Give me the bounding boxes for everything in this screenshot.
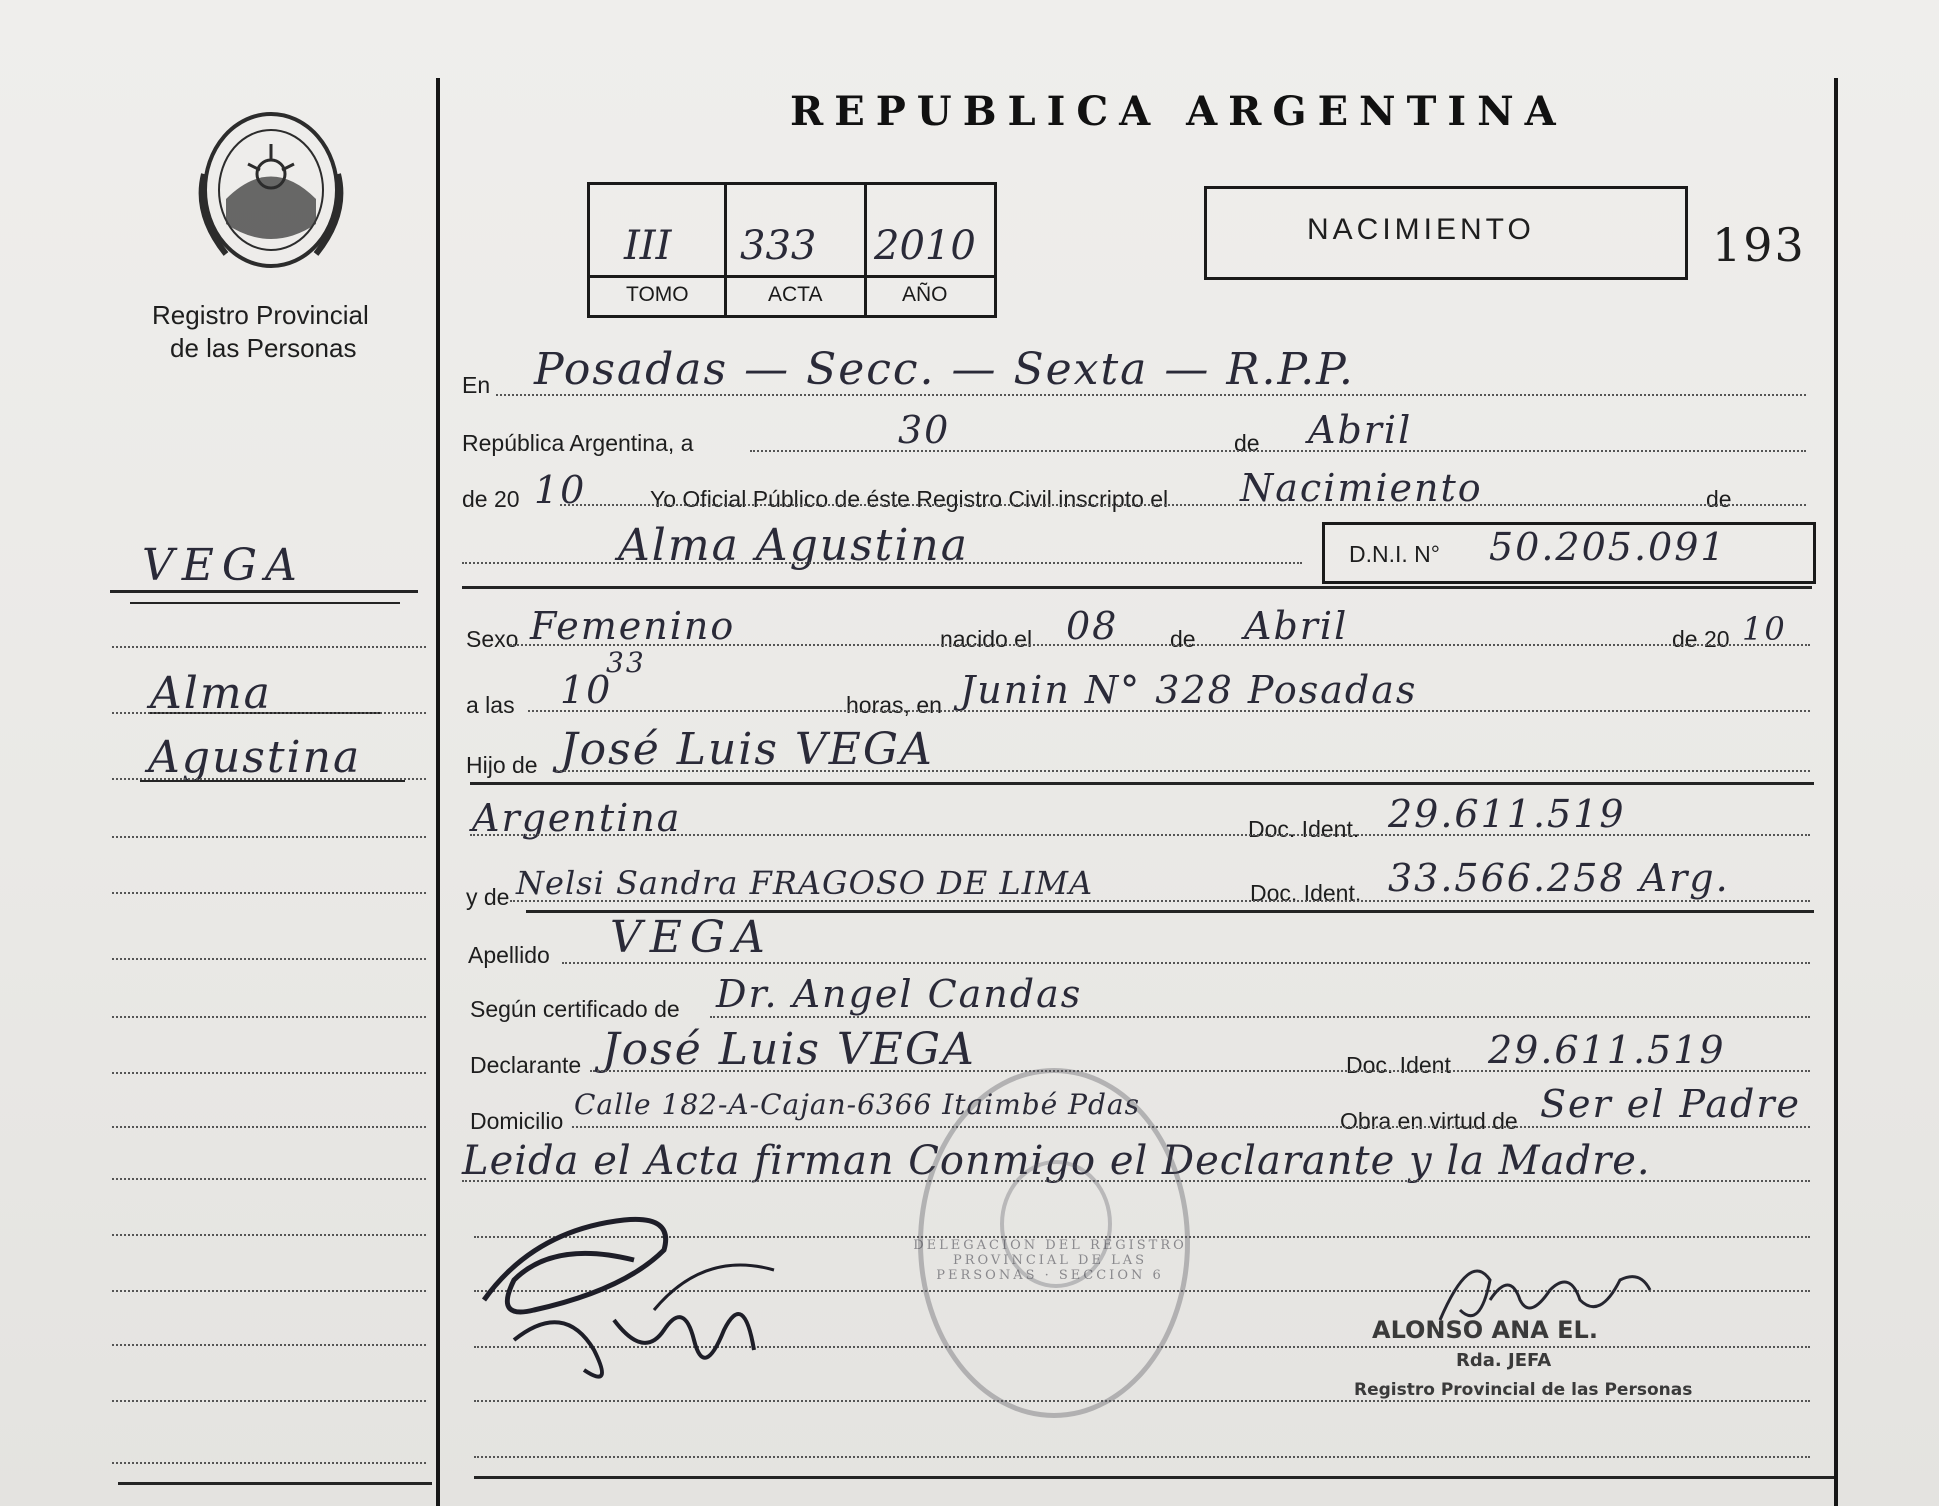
margin-dotline-1 xyxy=(112,646,426,648)
margin-dotline-9 xyxy=(112,1126,426,1128)
margin-dotline-7 xyxy=(112,1016,426,1018)
margin-dotline-13 xyxy=(112,1344,426,1346)
row3-line xyxy=(560,504,1806,506)
margin-dotline-12 xyxy=(112,1290,426,1292)
birth-place: Junin N° 328 Posadas xyxy=(960,668,1418,712)
declarant-signature xyxy=(474,1190,814,1390)
father-nationality: Argentina xyxy=(472,796,682,840)
certificado-line xyxy=(710,1016,1810,1018)
margin-dotline-10 xyxy=(112,1178,426,1180)
sexo-line xyxy=(510,644,1810,646)
official-office-stamp: Registro Provincial de las Personas xyxy=(1354,1380,1693,1400)
declarante-value: José Luis VEGA xyxy=(602,1024,976,1075)
minute-value: 33 xyxy=(606,646,646,679)
margin-dotline-6 xyxy=(112,958,426,960)
margin-dotline-2 xyxy=(112,712,426,714)
certificado-label: Según certificado de xyxy=(470,996,680,1022)
a-las-line xyxy=(528,710,1810,712)
margin-name-underline-2 xyxy=(140,780,405,782)
domicilio-value: Calle 182-A-Cajan-6366 Itaimbé Pdas xyxy=(574,1088,1140,1121)
apellido-line xyxy=(562,962,1810,964)
margin-dotline-4 xyxy=(112,836,426,838)
inscription-value: Nacimiento xyxy=(1240,466,1483,510)
margin-dotline-8 xyxy=(112,1072,426,1074)
page-number: 193 xyxy=(1712,218,1806,272)
tomo-label: TOMO xyxy=(626,283,689,306)
domicilio-line xyxy=(572,1126,1810,1128)
margin-dotline-15 xyxy=(112,1462,426,1464)
day-value: 30 xyxy=(898,408,951,452)
birth-day: 08 xyxy=(1066,604,1119,648)
de-label-1: de xyxy=(1234,430,1260,456)
official-role-stamp: Rda. JEFA xyxy=(1456,1350,1552,1371)
de-label-2: de xyxy=(1170,626,1196,652)
en-value: Posadas — Secc. — Sexta — R.P.P. xyxy=(534,344,1355,395)
a-las-label: a las xyxy=(466,692,515,718)
acta-label: ACTA xyxy=(768,283,823,306)
child-name-line xyxy=(462,562,1302,564)
margin-dotline-11 xyxy=(112,1234,426,1236)
right-border-rule xyxy=(1834,78,1838,1506)
acta-value: 333 xyxy=(740,223,817,269)
birth-month: Abril xyxy=(1244,604,1349,648)
father-doc: 29.611.519 xyxy=(1388,792,1626,836)
domicilio-label: Domicilio xyxy=(470,1108,564,1134)
margin-given-name-2: Agustina xyxy=(148,732,362,783)
mother-doc: 33.566.258 Arg. xyxy=(1388,856,1730,900)
official-name-stamp: ALONSO ANA EL. xyxy=(1372,1316,1598,1344)
registry-name-line2: de las Personas xyxy=(170,333,357,363)
year-suffix: 10 xyxy=(534,468,587,512)
margin-bottom-rule xyxy=(118,1482,432,1485)
month-value: Abril xyxy=(1308,408,1413,452)
republica-line xyxy=(750,450,1806,452)
apellido-value: VEGA xyxy=(610,912,773,963)
sexo-value: Femenino xyxy=(530,604,736,648)
horas-label: horas, en xyxy=(846,692,942,718)
hijo-line xyxy=(556,770,1810,772)
left-column-rule xyxy=(436,78,440,1506)
en-line xyxy=(496,394,1806,396)
declarante-doc: 29.611.519 xyxy=(1488,1028,1726,1072)
oficial-text: Yo Oficial Público de éste Registro Civil inscripto el xyxy=(650,486,1169,512)
margin-surname: VEGA xyxy=(142,540,305,591)
doc-ident-label-1: Doc. Ident. xyxy=(1248,816,1360,842)
hijo-rule xyxy=(470,782,1814,785)
obra-label: Obra en virtud de xyxy=(1340,1108,1518,1134)
father-name: José Luis VEGA xyxy=(560,724,934,775)
dni-box xyxy=(1322,522,1816,584)
margin-surname-underline xyxy=(110,590,418,593)
apellido-label: Apellido xyxy=(468,942,550,968)
sexo-label: Sexo xyxy=(466,626,519,652)
closing-text: Leida el Acta firman Conmigo el Declarante y la Madre. xyxy=(462,1138,1651,1184)
record-box-divider xyxy=(590,275,994,278)
de20-label-2: de 20 xyxy=(1672,626,1730,652)
de-trail-label: de xyxy=(1706,486,1732,512)
hour-value: 10 xyxy=(560,668,613,712)
record-type: NACIMIENTO xyxy=(1307,213,1535,246)
father-line xyxy=(470,834,1810,836)
margin-dotline-3 xyxy=(112,778,426,780)
y-de-label: y de xyxy=(466,884,510,910)
doc-ident-label-3: Doc. Ident xyxy=(1346,1052,1451,1078)
form-dotline-d xyxy=(474,1400,1810,1402)
mother-name: Nelsi Sandra FRAGOSO DE LIMA xyxy=(516,864,1094,902)
registry-name-line1: Registro Provincial xyxy=(152,300,369,330)
hijo-label: Hijo de xyxy=(466,752,538,778)
form-dotline-e xyxy=(474,1456,1810,1458)
certificado-value: Dr. Angel Candas xyxy=(716,972,1083,1016)
provincial-seal-logo xyxy=(186,104,356,282)
round-stamp-text: DELEGACION DEL REGISTRO PROVINCIAL DE LAS PERSONAS · SECCION 6 xyxy=(913,1238,1187,1283)
record-number-box xyxy=(587,182,997,318)
dni-value: 50.205.091 xyxy=(1489,525,1727,569)
nacido-label: nacido el xyxy=(940,626,1033,652)
margin-dotline-5 xyxy=(112,892,426,894)
doc-ident-label-2: Doc. Ident. xyxy=(1250,880,1362,906)
country-title: REPUBLICA ARGENTINA xyxy=(790,88,1567,135)
anio-label: AÑO xyxy=(902,283,948,306)
dni-label: D.N.I. N° xyxy=(1349,541,1440,567)
en-label: En xyxy=(462,372,491,398)
form-bottom-rule xyxy=(474,1476,1834,1479)
de20-label: de 20 xyxy=(462,486,520,512)
declarante-line xyxy=(590,1070,1810,1072)
child-name: Alma Agustina xyxy=(618,520,969,571)
child-name-rule xyxy=(462,586,1812,589)
obra-value: Ser el Padre xyxy=(1540,1082,1801,1126)
margin-given-name-1: Alma xyxy=(150,668,272,719)
birth-year-suffix: 10 xyxy=(1742,610,1787,648)
republica-label: República Argentina, a xyxy=(462,430,694,456)
margin-surname-underline-2 xyxy=(130,602,400,604)
margin-dotline-14 xyxy=(112,1400,426,1402)
declarante-label: Declarante xyxy=(470,1052,582,1078)
anio-value: 2010 xyxy=(874,223,976,269)
mother-line xyxy=(510,900,1810,902)
record-type-box xyxy=(1204,186,1688,280)
tomo-value: III xyxy=(624,223,672,269)
